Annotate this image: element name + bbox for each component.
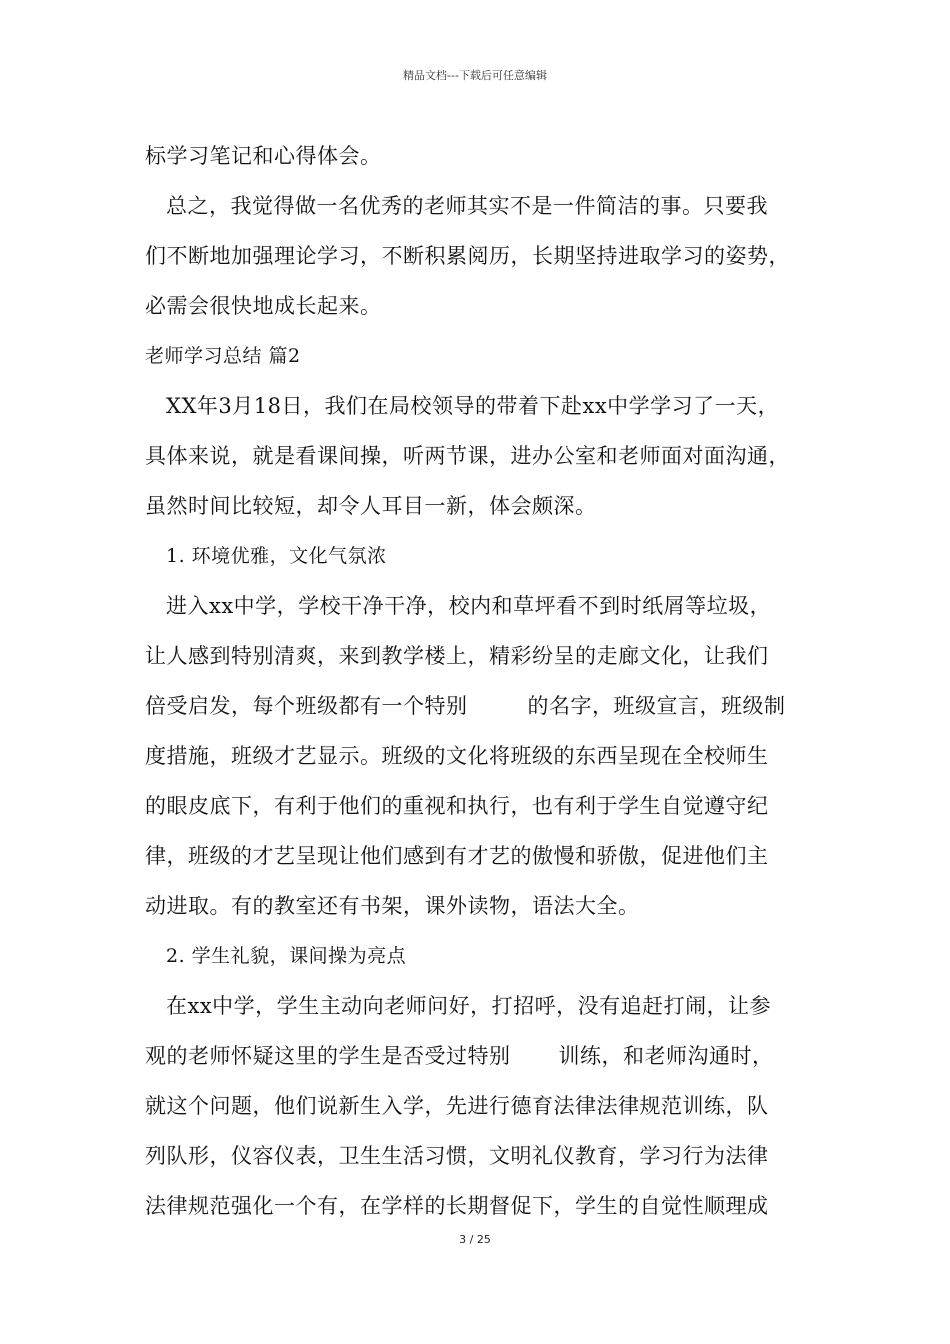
paragraph-line: 进入xx中学，学校干净干净，校内和草坪看不到时纸屑等垃圾， xyxy=(166,594,772,618)
paragraph-line: 动进取。有的教室还有书架，课外读物，语法大全。 xyxy=(145,894,640,918)
subsection-heading: 1. 环境优雅，文化气氛浓 xyxy=(166,545,387,567)
paragraph-line: 在xx中学，学生主动向老师问好，打招呼，没有追赶打闹，让参 xyxy=(166,994,772,1018)
paragraph-line: 具体来说，就是看课间操，听两节课，进办公室和老师面对面沟通， xyxy=(145,444,790,468)
section-title: 老师学习总结 篇2 xyxy=(145,345,301,367)
page-number: 3 / 25 xyxy=(459,1233,491,1246)
paragraph-line: 的眼皮底下，有利于他们的重视和执行，也有利于学生自觉遵守纪 xyxy=(145,794,769,818)
paragraph-line: 律，班级的才艺呈现让他们感到有才艺的傲慢和骄傲，促进他们主 xyxy=(145,844,769,868)
paragraph-line: 们不断地加强理论学习，不断积累阅历，长期坚持进取学习的姿势， xyxy=(145,244,790,268)
paragraph-line xyxy=(145,1031,825,1081)
paragraph-line: 必需会很快地成长起来。 xyxy=(145,294,382,318)
paragraph-line: 法律规范强化一个有，在学样的长期督促下，学生的自觉性顺理成 xyxy=(145,1194,769,1218)
text-segment: 的名字，班级宣言，班级制 xyxy=(527,694,786,718)
paragraph-line: 度措施，班级才艺显示。班级的文化将班级的东西呈现在全校师生 xyxy=(145,744,769,768)
text-segment: 倍受启发，每个班级都有一个特别 xyxy=(145,694,468,718)
text-segment: 观的老师怀疑这里的学生是否受过特别 xyxy=(145,1044,511,1068)
paragraph-line xyxy=(145,681,825,731)
paragraph-line: 让人感到特别清爽，来到教学楼上，精彩纷呈的走廊文化，让我们 xyxy=(145,644,769,668)
paragraph-line: 虽然时间比较短，却令人耳目一新，体会颇深。 xyxy=(145,494,597,518)
page-header: 精品文档---下载后可任意编辑 xyxy=(403,69,547,82)
paragraph-line: 就这个问题，他们说新生入学，先进行德育法律法律规范训练，队 xyxy=(145,1094,769,1118)
text-segment: 训练，和老师沟通时， xyxy=(558,1044,774,1068)
paragraph-line: 列队形，仪容仪表，卫生生活习惯，文明礼仪教育，学习行为法律 xyxy=(145,1144,769,1168)
paragraph-line: XX年3月18日，我们在局校领导的带着下赴xx中学学习了一天， xyxy=(166,394,780,418)
paragraph-line: 标学习笔记和心得体会。 xyxy=(145,144,382,168)
subsection-heading: 2. 学生礼貌，课间操为亮点 xyxy=(166,945,407,967)
document-body xyxy=(145,131,825,1231)
paragraph-line: 总之，我觉得做一名优秀的老师其实不是一件简洁的事。只要我 xyxy=(166,194,768,218)
